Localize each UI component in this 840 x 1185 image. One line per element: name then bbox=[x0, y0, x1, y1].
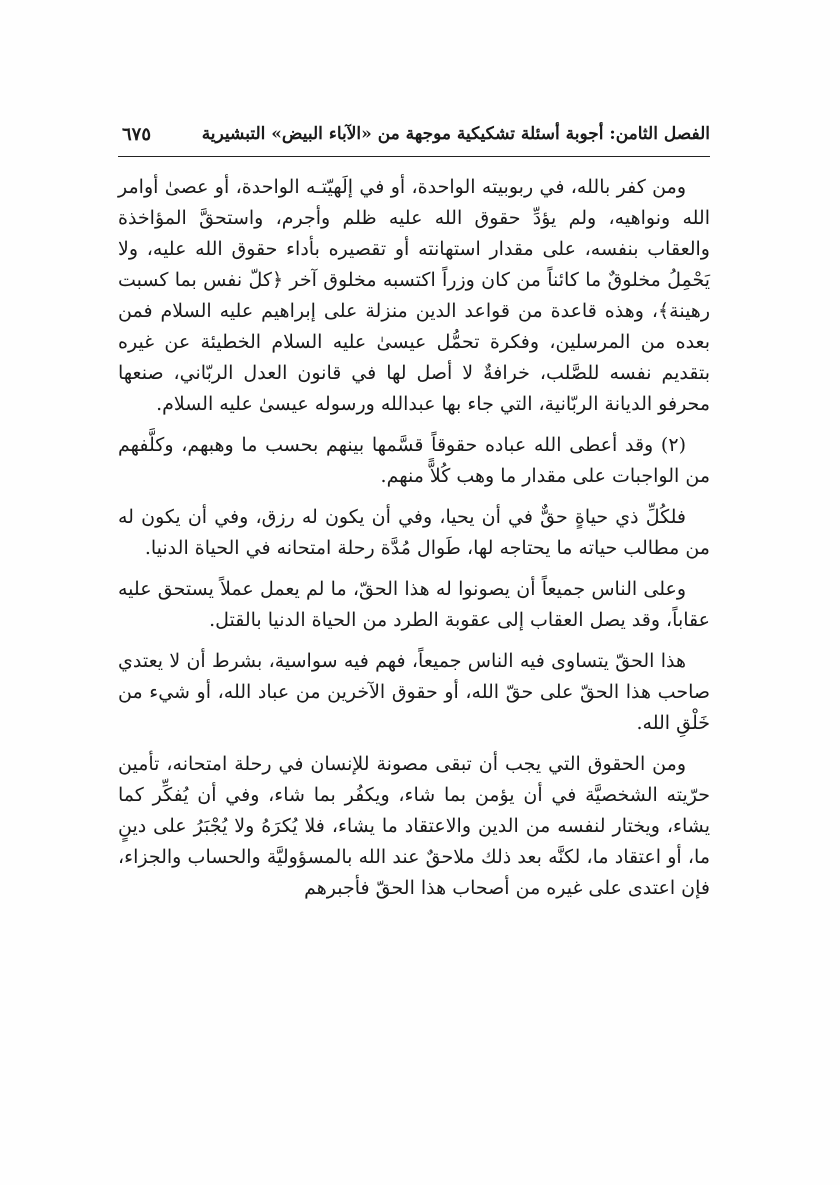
body-text bbox=[118, 172, 710, 904]
paragraph: وعلى الناس جميعاً أن يصونوا له هذا الحقّ، ما لم يعمل عملاً يستحق عليه عقاباً، وقد يصل العقاب إلى عقوبة الطرد من الحياة الدنيا بالقتل. bbox=[118, 578, 710, 631]
running-header bbox=[118, 118, 710, 157]
paragraph: ومن كفر بالله، في ربوبيته الواحدة، أو في إلَهيّتـه الواحدة، أو عصىٰ أوامر الله ونواهيه، ولم يؤدِّ حقوق الله عليه ظلم وأجرم، واستحقَّ المؤاخذة والعقاب بنفسه، على مقدار استهانته أو تقصيره بأداء حقوق الله عليه، ولا يَحْمِلُ مخلوقٌ ما كائناً من كان وزراً اكتسبه مخلوق آخر ﴿كلّ نفس بما كسبت رهينة﴾، وهذه قاعدة من قواعد الدين منزلة على إبراهيم عليه السلام فمن بعده من المرسلين، وفكرة تحمُّل عيسىٰ عليه السلام الخطيئة عن غيره بتقديم نفسه للصَّلب، خرافةٌ لا أصل لها في قانون العدل الربّاني، صنعها محرفو الديانة الربّانية، التي جاء بها عبدالله ورسوله عيسىٰ عليه السلام. bbox=[118, 176, 710, 415]
paragraph: فلكُلِّ ذي حياةٍ حقٌّ في أن يحيا، وفي أن يكون له رزق، وفي أن يكون له من مطالب حياته ما يحتاجه لها، طَوال مُدَّة رحلة امتحانه في الحياة الدنيا. bbox=[118, 506, 710, 559]
paragraph: ومن الحقوق التي يجب أن تبقى مصونة للإنسان في رحلة امتحانه، تأمين حرّيته الشخصيَّة في أن يؤمن بما شاء، ويكفُر بما شاء، وفي أن يُفكِّر كما يشاء، ويختار لنفسه من الدين والاعتقاد ما يشاء، فلا يُكرَهُ ولا يُجْبَرُ على دينٍ ما، أو اعتقاد ما، لكنَّه بعد ذلك ملاحقٌ عند الله بالمسؤوليَّة والحساب والجزاء، فإن اعتدى على غيره من أصحاب هذا الحقّ فأجبرهم bbox=[118, 753, 710, 899]
paragraph: هذا الحقّ يتساوى فيه الناس جميعاً، فهم فيه سواسية، بشرط أن لا يعتدي صاحب هذا الحقّ على حقّ الله، أو حقوق الآخرين من عباد الله، أو شيء من خَلْقِ الله. bbox=[118, 650, 710, 734]
paragraph: (٢) وقد أعطى الله عباده حقوقاً قسَّمها بينهم بحسب ما وهبهم، وكلَّفهم من الواجبات على مقدار ما وهب كُلاًّ منهم. bbox=[118, 434, 710, 487]
page-number: ٦٧٥ bbox=[122, 124, 152, 145]
chapter-title: الفصل الثامن: أجوبة أسئلة تشكيكية موجهة من «الآباء البيض» التبشيرية bbox=[201, 124, 710, 144]
